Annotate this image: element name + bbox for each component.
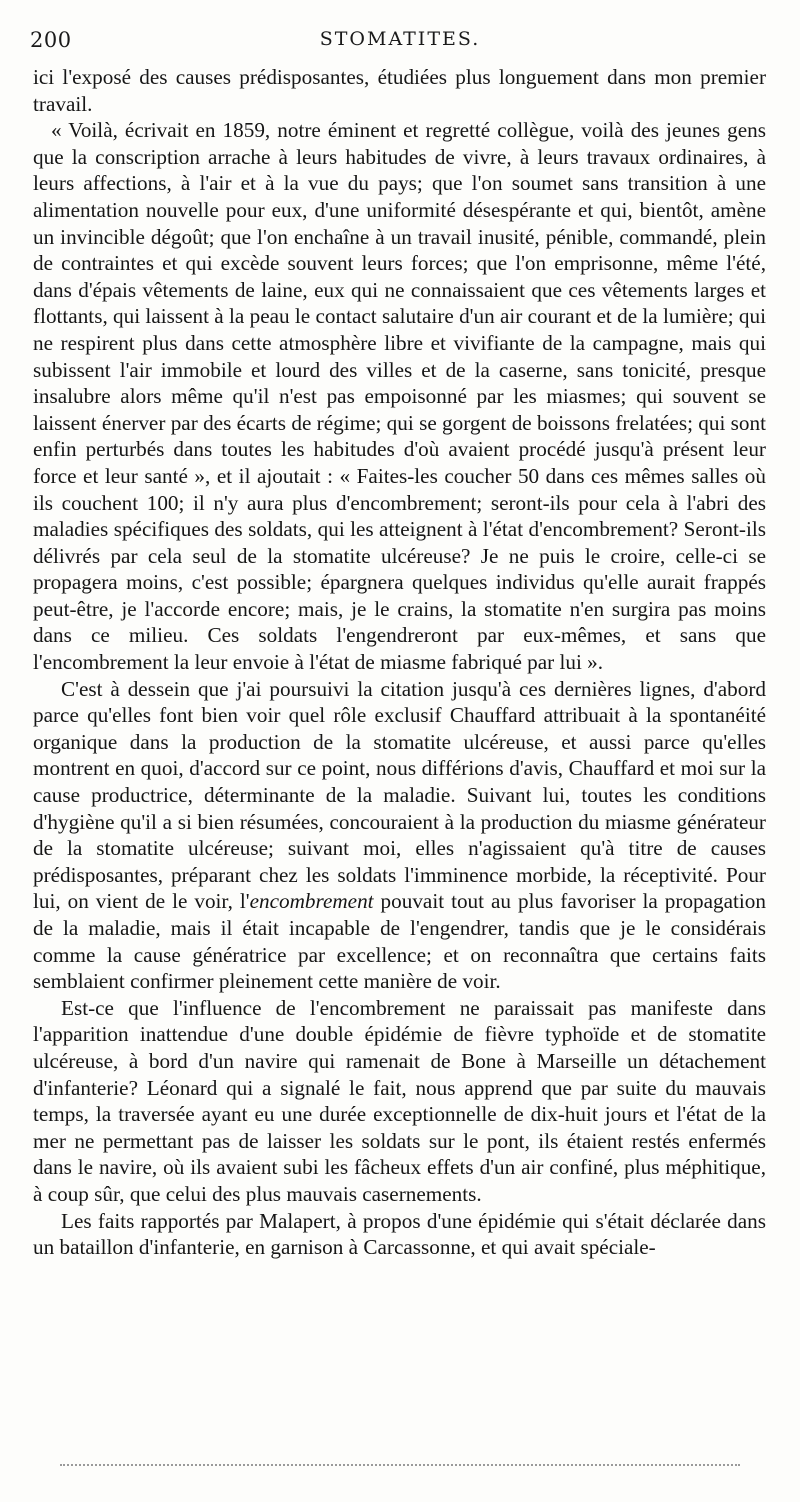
paragraph-leonard: Est-ce que l'influence de l'encombrement ne paraissait pas manifeste dans l'apparition inattendue d'une double épidémie de fièvre typhoïde et de stomatite ulcéreuse, à bord d'un navire qui ramenait de Bone à Marseille un détachement d'infanterie? Léonard qui a signalé le fait, nous apprend que par suite du mauvais temps, la traversée ayant eu une durée exceptionnelle de dix-huit jours et l'état de la mer ne permettant pas de laisser les soldats sur le pont, ils étaient restés enfermés dans le navire, où ils avaient subi les fâcheux effets d'un air confiné, plus méphitique, à coup sûr, que celui des plus mauvais casernements. (33, 995, 766, 1206)
paragraph-quotation: « Voilà, écrivait en 1859, notre éminent et regretté collègue, voilà des jeunes gens que la conscription arrache à leurs habitudes de vivre, à leurs travaux ordinaires, à leurs affections, à l'air et à la vue du pays; que l'on soumet sans transition à une alimentation nouvelle pour eux, d'une uniformité désespérante et qui, bientôt, amène un invincible dégoût; que l'on enchaîne à un travail inusité, pénible, commandé, plein de contraintes et qui excède souvent leurs forces; que l'on emprisonne, même l'été, dans d'épais vêtements de laine, eux qui ne connaissaient que ces vêtements larges et flottants, qui laissent à la peau le contact salutaire d'un air courant et de la lumière; qui ne respirent plus dans cette atmosphère libre et vivifiante de la campagne, mais qui subissent l'air immobile et lourd des villes et de la caserne, sans tonicité, presque insalubre alors même qu'il n'est pas empoisonné par les miasmes; qui souvent se laissent énerver par des écarts de régime; qui se gorgent de boissons frelatées; qui sont enfin perturbés dans toutes les habitudes d'où avaient procédé jusqu'à présent leur force et leur santé », et il ajoutait : « Faites-les coucher 50 dans ces mêmes salles où ils couchent 100; il n'y aura plus d'encombrement; seront-ils pour cela à l'abri des maladies spécifiques des soldats, qui les atteignent à l'état d'encombrement? Seront-ils délivrés par cela seul de la stomatite ulcéreuse? Je ne puis le croire, celle-ci se propagera moins, c'est possible; épargnera quelques individus qu'elle aurait frappés peut-être, je l'accorde encore; mais, je le crains, la stomatite n'en surgira pas moins dans ce milieu. Ces soldats l'engendreront par eux-mêmes, et sans que l'encombrement la leur envoie à l'état de miasme fabriqué par lui ». (33, 118, 766, 675)
paragraph-commentary-text: C'est à dessein que j'ai poursuivi la citation jusqu'à ces dernières lignes, d'abord parce qu'elles font bien voir quel rôle exclusif Chauffard attribuait à la spontanéité organique dans la production de la stomatite ulcéreuse, et aussi parce qu'elles montrent en quoi, d'accord sur ce point, nous différions d'avis, Chauffard et moi sur la cause productrice, déterminante de la maladie. Suivant lui, toutes les conditions d'hygiène qu'il a si bien résumées, concouraient à la production du miasme générateur de la stomatite ulcéreuse; suivant moi, elles n'agissaient qu'à titre de causes prédisposantes, préparant chez les soldats l'imminence morbide, la réceptivité. Pour lui, on vient de le voir, l' (33, 676, 766, 914)
footer-dotted-rule (60, 1464, 740, 1466)
paragraph-continued: ici l'exposé des causes prédisposantes, étudiées plus longuement dans mon premier travail. (33, 65, 766, 116)
paragraph-malapert: Les faits rapportés par Malapert, à propos d'une épidémie qui s'était déclarée dans un bataillon d'infanterie, en garnison à Carcassonne, et qui avait spéciale- (33, 1208, 766, 1260)
running-title: STOMATITES. (319, 28, 481, 50)
italic-term-encombrement: encombrement (249, 889, 374, 914)
running-head (30, 28, 770, 58)
body-text (33, 64, 766, 1261)
paragraph-commentary-text-end: pouvait tout au plus favoriser la propagation de la maladie, mais il était incapable de l'engendrer, tandis que je le considérais comme la cause génératrice par excellence; et on reconnaîtra que certains faits semblaient confirmer pleinement cette manière de voir. (33, 889, 766, 994)
paragraph-commentary (33, 676, 766, 995)
page-number: 200 (30, 28, 72, 52)
